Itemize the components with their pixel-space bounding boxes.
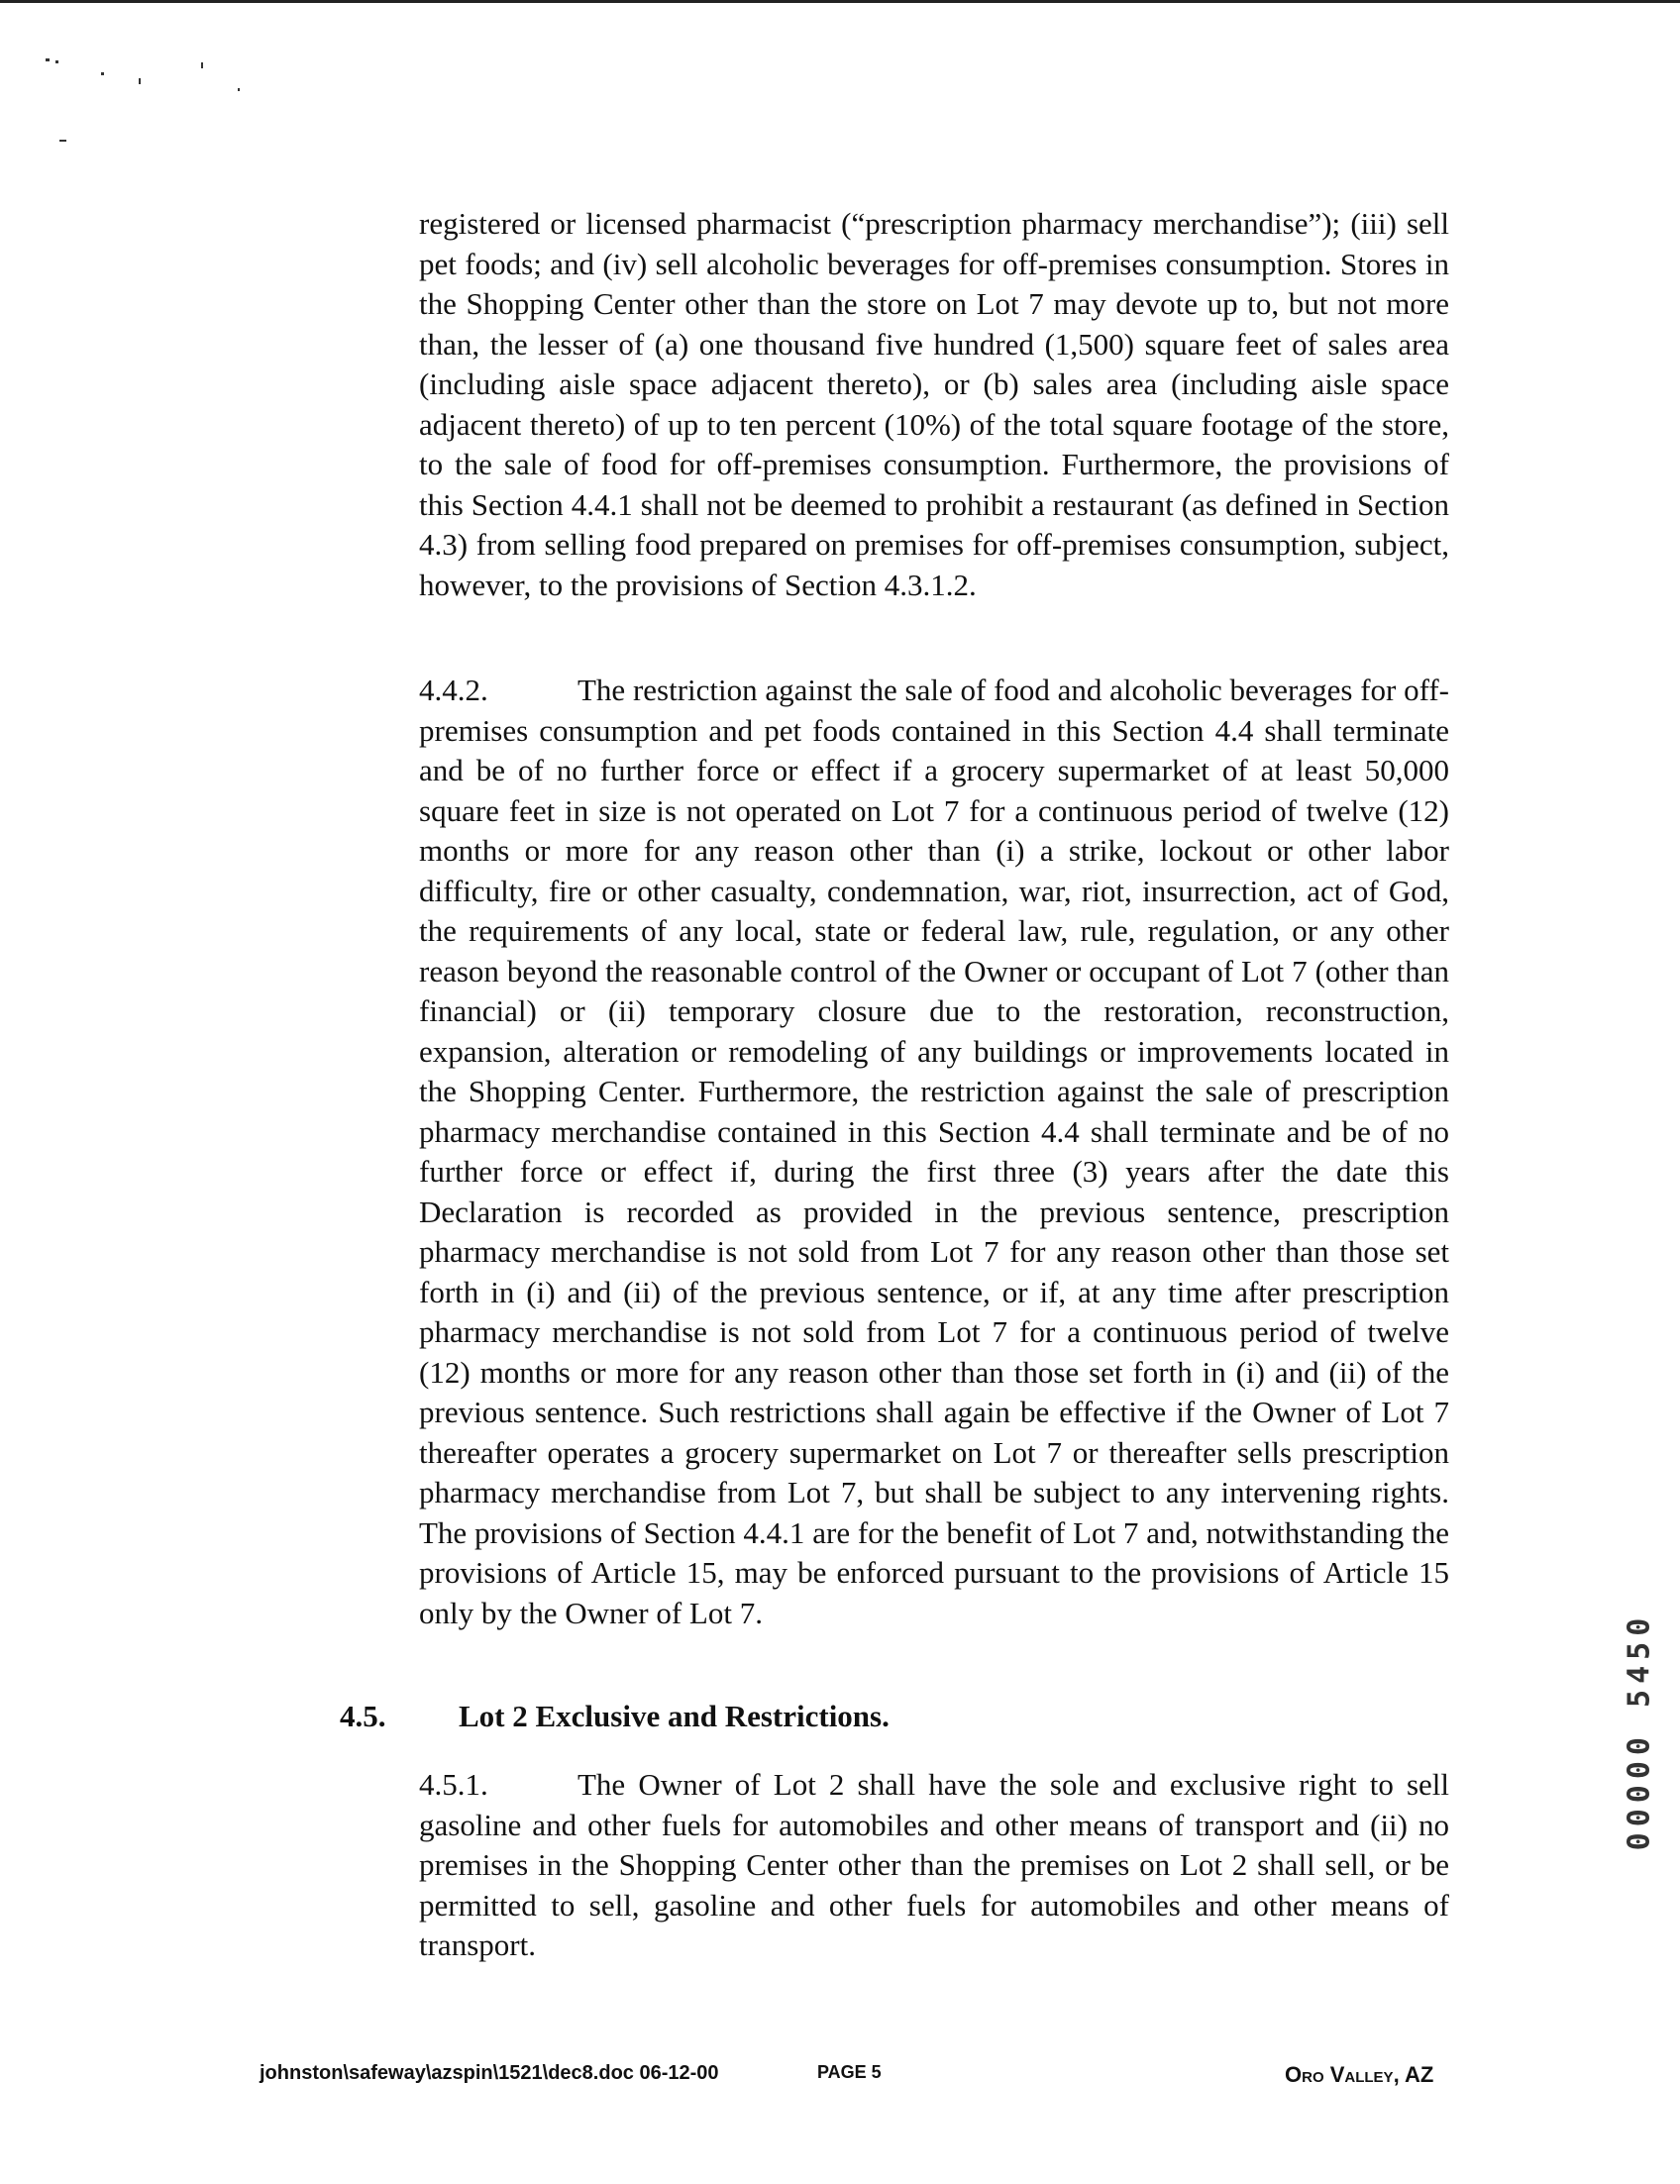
footer-location: Oro Valley, AZ	[1285, 2062, 1434, 2087]
scan-specks	[40, 54, 258, 154]
paragraph-number: 4.5.1.	[419, 1767, 488, 1802]
paragraph-4-4-1-continued: registered or licensed pharmacist (“prescription pharmacy merchandise”); (iii) sell pet foods; and (iv) sell alcoholic beverages for off-premises consumption. Stores in the Shopping Center other than the store on Lot 7 may devote up to, but not more than, the lesser of (a) one thousand five hundred (1,500) square feet of sales area (including aisle space adjacent thereto), or (b) sales area (including aisle space adjacent thereto) of up to ten percent (10%) of the total square footage of the store, to the sale of food for off-premises consumption. Furthermore, the provisions of this Section 4.4.1 shall not be deemed to prohibit a restaurant (as defined in Section 4.3) from selling food prepared on premises for off-premises consumption, subject, however, to the provisions of Section 4.3.1.2.	[419, 206, 1449, 602]
footer-file-path: johnston\safeway\azspin\1521\dec8.doc 06-12-00	[260, 2062, 719, 2084]
section-heading: Lot 2 Exclusive and Restrictions.	[459, 1699, 890, 1733]
paragraph-number: 4.4.2.	[419, 673, 488, 707]
scan-top-border	[0, 0, 1680, 3]
paragraph-text: The restriction against the sale of food and alcoholic beverages for off-premises consumption and pet foods contained in this Section 4.4 shall terminate and be of no further force or effect if a grocery supermarket of at least 50,000 square feet in size is not operated on Lot 7 for a continuous period of twelve (12) months or more for any reason other than (i) a strike, lockout or other labor difficulty, fire or other casualty, condemnation, war, riot, insurrection, act of God, the requirements of any local, state or federal law, rule, regulation, or any other reason beyond the reasonable control of the Owner or occupant of Lot 7 (other than financial) or (ii) temporary closure due to the restoration, reconstruction, expansion, alteration or remodeling of any buildings or improvements located in the Shopping Center. Furthermore, the restriction against the sale of prescription pharmacy merchandise contained in this Section 4.4 shall terminate and be of no further force or effect if, during the first three (3) years after the date this Declaration is recorded as provided in the previous sentence, prescription pharmacy merchandise is not sold from Lot 7 for any reason other than those set forth in (i) and (ii) of the previous sentence, or if, at any time after prescription pharmacy merchandise is not sold from Lot 7 for a continuous period of twelve (12) months or more for any reason other than those set forth in (i) and (ii) of the previous sentence. Such restrictions shall again be effective if the Owner of Lot 7 thereafter operates a grocery supermarket on Lot 7 or thereafter sells prescription pharmacy merchandise from Lot 7, but shall be subject to any intervening rights. The provisions of Section 4.4.1 are for the benefit of Lot 7 and, notwithstanding the provisions of Article 15, may be enforced pursuant to the provisions of Article 15 only by the Owner of Lot 7.	[419, 673, 1450, 1630]
side-stamp	[1615, 1560, 1664, 1902]
section-number: 4.5.	[340, 1699, 386, 1733]
paragraph-4-5-1	[419, 1765, 1449, 1966]
paragraph-text: The Owner of Lot 2 shall have the sole and exclusive right to sell gasoline and other fuels for automobiles and other means of transport and (ii) no premises in the Shopping Center other than the premises on Lot 2 shall sell, or be permitted to sell, gasoline and other fuels for automobiles and other means of transport.	[419, 1767, 1449, 1962]
paragraph-4-4-2	[419, 671, 1449, 1633]
footer-page-number: PAGE 5	[817, 2062, 882, 2082]
side-stamp-number: 00000 5450	[1622, 1612, 1657, 1850]
